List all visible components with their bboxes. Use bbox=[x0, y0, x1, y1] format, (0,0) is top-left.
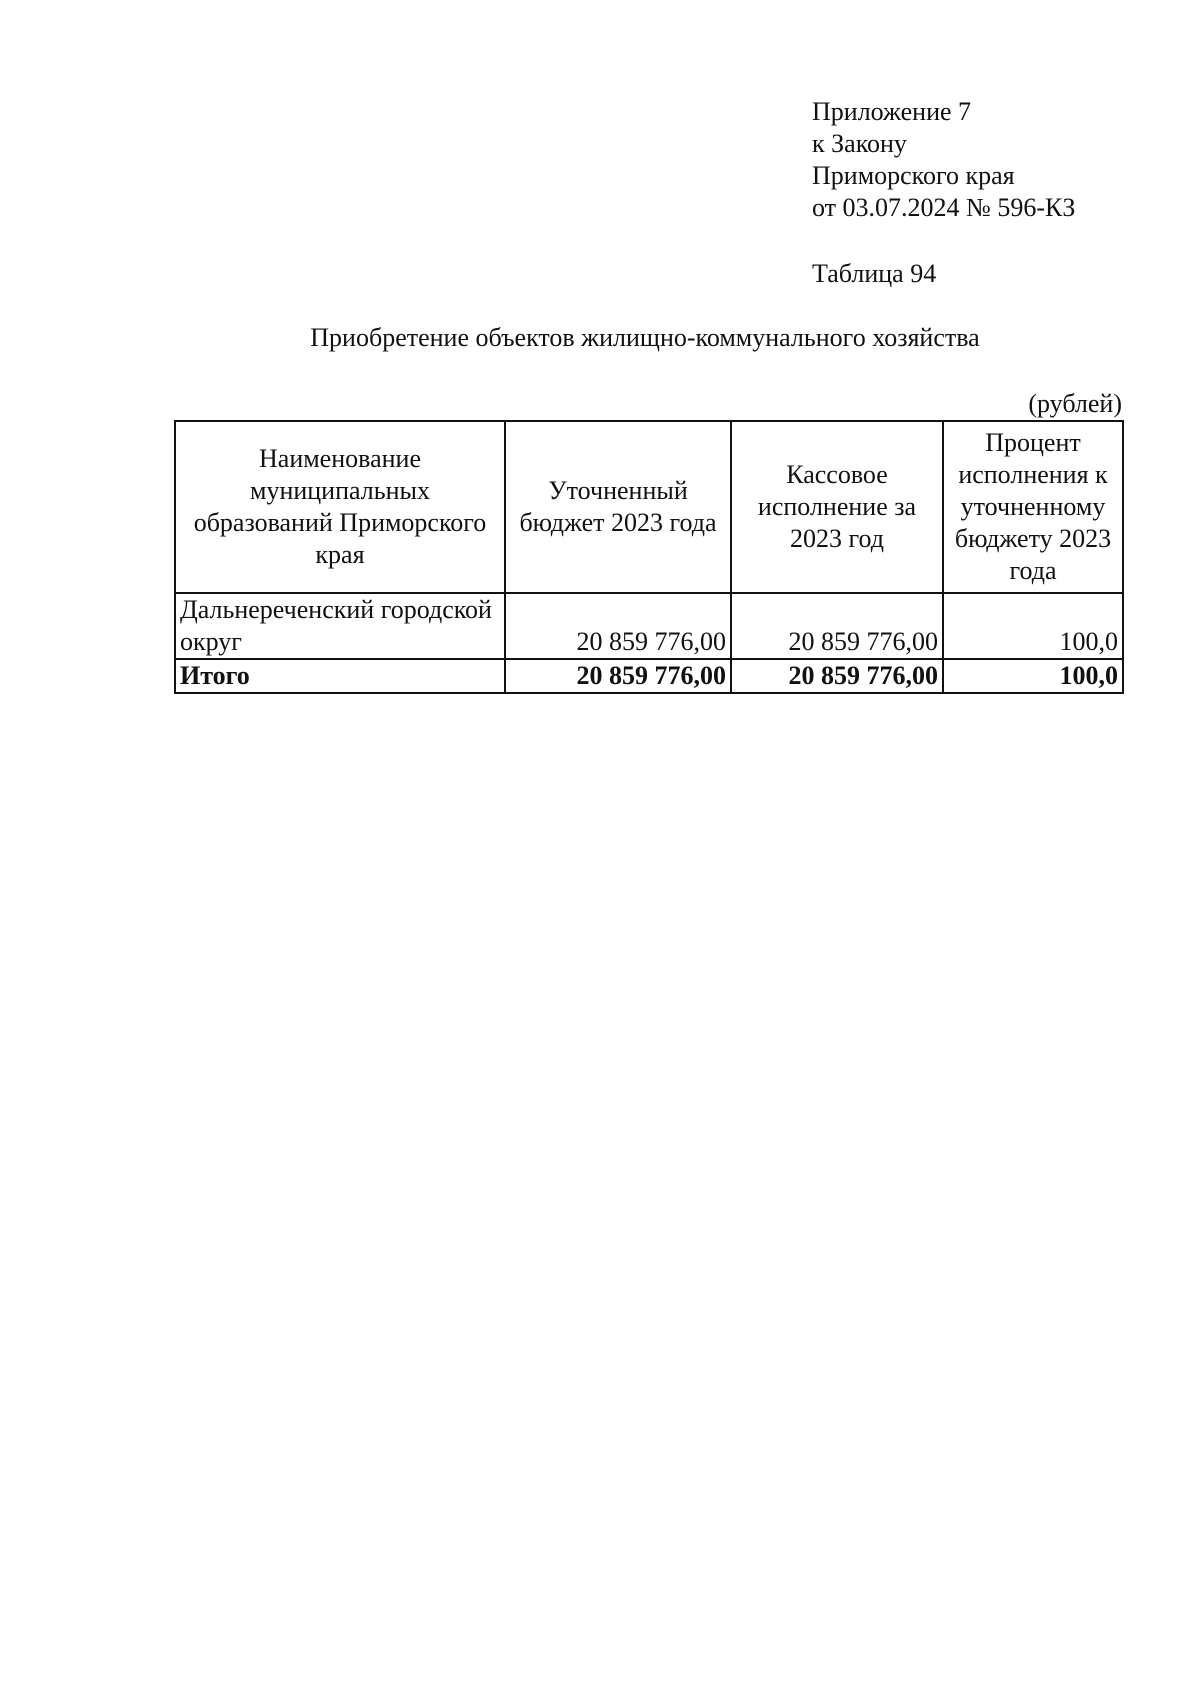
data-table bbox=[174, 420, 1124, 694]
table-header-row bbox=[175, 421, 1123, 593]
total-percent: 100,0 bbox=[943, 659, 1123, 693]
table-number: Таблица 94 bbox=[812, 259, 937, 288]
appendix-line-2: к Закону bbox=[812, 129, 907, 158]
header-municipality: Наименование муниципальных образований Приморского края bbox=[175, 421, 505, 593]
table-total-row bbox=[175, 659, 1123, 693]
cell-budget: 20 859 776,00 bbox=[505, 593, 731, 659]
cell-municipality: Дальнереченский городской округ bbox=[175, 593, 505, 659]
header-percent: Процент исполнения к уточненному бюджету 2023 года bbox=[943, 421, 1123, 593]
cell-percent: 100,0 bbox=[943, 593, 1123, 659]
appendix-line-4: от 03.07.2024 № 596-КЗ bbox=[812, 193, 1076, 222]
table-row bbox=[175, 593, 1123, 659]
total-label: Итого bbox=[175, 659, 505, 693]
total-execution: 20 859 776,00 bbox=[731, 659, 943, 693]
appendix-line-1: Приложение 7 bbox=[812, 97, 972, 126]
document-title: Приобретение объектов жилищно-коммунального хозяйства bbox=[310, 323, 980, 352]
units-label: (рублей) bbox=[1028, 389, 1122, 418]
header-execution: Кассовое исполнение за 2023 год bbox=[731, 421, 943, 593]
cell-execution: 20 859 776,00 bbox=[731, 593, 943, 659]
appendix-line-3: Приморского края bbox=[812, 161, 1015, 190]
appendix-block bbox=[812, 96, 1075, 224]
header-budget: Уточненный бюджет 2023 года bbox=[505, 421, 731, 593]
total-budget: 20 859 776,00 bbox=[505, 659, 731, 693]
